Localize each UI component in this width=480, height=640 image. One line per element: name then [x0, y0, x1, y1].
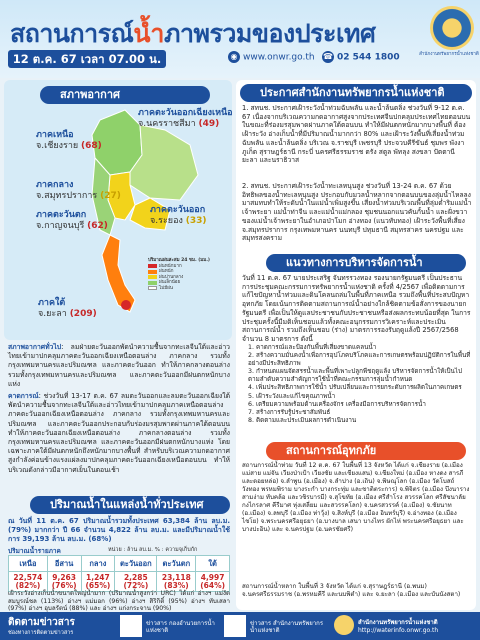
qr-code-1[interactable]: [120, 615, 142, 637]
cell-north: 22,574 (82%): [9, 572, 48, 592]
region-east: ภาคตะวันออก จ.ระยอง (33): [150, 205, 207, 226]
footer-logo: [334, 615, 354, 635]
rain-legend: [148, 258, 226, 291]
legend-item: ไม่มีฝน: [148, 286, 226, 292]
region-central: ภาคกลาง จ.สมุทรปราการ (27): [36, 180, 121, 201]
cell-east: 2,285 (72%): [115, 572, 157, 592]
table-unit: หน่วย : ล้าน ลบ.ม. % : ความจุเก็บกัก: [108, 547, 198, 553]
map-south: [102, 235, 135, 312]
list-item: 2. สร้างความมั่นคงน้ำเพื่อการอุปโภคบริโภคและการเกษตรพร้อมปฏิบัติการในพื้นที่อย่างมีประสิทธิภาพ: [248, 352, 471, 368]
col-south: ใต้: [196, 556, 230, 572]
col-north: เหนือ: [9, 556, 48, 572]
qr-code-2[interactable]: [224, 615, 246, 637]
col-west: ตะวันตก: [157, 556, 196, 572]
website-link[interactable]: ◉ www.onwr.go.th: [228, 51, 315, 63]
regional-water-table: [8, 555, 230, 592]
legend-item: ฝนหนักมาก: [148, 264, 226, 270]
phone-number[interactable]: ☎ 02 544 1800: [323, 52, 400, 63]
legend-title: ปริมาณฝนสะสม 24 ชม. (มม.): [148, 258, 210, 263]
flood-section-title: สถานการณ์อุทกภัย: [266, 442, 466, 460]
management-text: วันที่ 11 ต.ค. 67 นายประเสริฐ จันทรรวงทอง รองนายกรัฐมนตรี เป็นประธานการประชุมคณะกรรมการทรัพยากรน้ำแห่งชาติ ครั้งที่ 4/2567 เพื่อติดตามการแก้ไขปัญหาน้ำท่วมและดินโคลนถล่มในพื้นที่ภาคเหนือ รวมถึงพื้นที่ประสบปัญหาอุทกภัย โดยเน้นการติดตามสถานการณ์น้ำอย่างใกล้ชิดตามข้อสั่งการของนายกรัฐมนตรี เพื่อเป็นให้ดูแลประชาชนกับประชาชนหรือส่งผลกระทบน้อยที่สุด ในการประชุมครั้งนี้มีมติเห็นชอบแล้วทั้งคณะอนุกรรมการวิเคราะห์และประเมินสถานการณ์น้ำ รวมถึงเห็นชอบ (ร่าง) มาตรการรองรับฤดูแล้งปี 2567/2568 จำนวน 8 มาตรการ ดังนี้: [242, 274, 471, 343]
globe-icon: ◉: [228, 51, 240, 63]
cell-central: 1,247 (65%): [81, 572, 115, 592]
list-item: 7. สร้างการรับรู้ประชาสัมพันธ์: [248, 408, 331, 416]
list-item: 5. เฝ้าระวังและแก้ไขคุณภาพน้ำ: [248, 392, 336, 400]
reservoir-watch-note: เฝ้าระวังอ่างเก็บน้ำขนาดใหญ่น้ำมาก (ปริมาณน้ำสูงกว่า URC) ได้แก่ อ่างฯ แม่งัดสมบูรณ์ชล (113%) อ่างฯ แม่มอก (96%) อ่างฯ สิริกิติ์ (95%) อ่างฯ ทับเสลา (97%) อ่างฯ อุบลรัตน์ (88%) และ อ่างฯ แก่งกระจาน (90%): [8, 590, 230, 613]
weather-forecast-text: คาดการณ์: ช่วงวันที่ 13-17 ต.ค. 67 ลมตะวันออกและลมตะวันออกเฉียงใต้พัดนำความชื้นจากทะเลจีนใต้และอ่าวไทยเข้ามาปกคลุมภาคเหนือตอนล่าง ภาคตะวันออกเฉียงเหนือตอนล่าง ภาคกลาง รวมทั้งกรุงเทพมหานครและปริมณฑล และภาคตะวันออกประกอบกับร่องมรสุมพาดผ่านภาคใต้ตอนบน ทำให้ภาคตะวันออกเฉียงเหนือตอนล่าง ภาคกลางตอนล่าง รวมทั้งกรุงเทพมหานครและปริมณฑล และภาคตะวันออกมีฝนตกหนักบางแห่ง โดยเฉพาะภาคใต้มีฝนตกหนักถึงหนักมากบางพื้นที่ สำหรับบริเวณความกดอากาศสูงกำลังค่อนข้างแรงแผ่ลงมาปกคลุมภาคตะวันออกเฉียงเหนือตอนบน ทำให้บริเวณดังกล่าวมีอากาศเย็นในตอนเช้า: [8, 392, 230, 474]
list-item: 8. ติดตามและประเมินผลการดำเนินงาน: [248, 416, 357, 424]
col-central: กลาง: [81, 556, 115, 572]
footer-contact-title: ติดตามข่าวสาร: [8, 617, 75, 628]
onwr-logo: [430, 6, 474, 50]
col-northeast: อีสาน: [47, 556, 81, 572]
report-date: 12 ต.ค. 67 เวลา 07.00 น.: [8, 50, 166, 68]
footer-url[interactable]: http://waterinfo.onwr.go.th: [358, 627, 439, 634]
region-north: ภาคเหนือ จ.เชียงราย (68): [36, 130, 102, 151]
list-item: 3. กำหนดแผนจัดสรรน้ำและพื้นที่เพาะปลูกพืชฤดูแล้ง บริหารจัดการน้ำให้เป็นไปตามลำดับความสำคัญการใช้น้ำที่คณะกรรมการลุ่มน้ำกำหนด: [248, 368, 462, 384]
flash-flood-text: สถานการณ์น้ำหลาก ในพื้นที่ 3 จังหวัด ได้แก่ จ.สุราษฎร์ธานี (อ.พนม) จ.นครศรีธรรมราช (อ.พรหมคีรี และนบพิตำ) และ จ.ยะลา (อ.เมือง และบันนังสตา): [242, 583, 461, 598]
announcement-2: 2. สทนช. ประกาศเฝ้าระวังน้ำทะเลหนุนสูง ช่วงวันที่ 13-24 ต.ค. 67 ด้วยอิทธิพลของน้ำทะเลหนุนสูง ประกอบกับมวลน้ำหลากจากตอนบนของลุ่มน้ำไหลลงมาสมทบทำให้ระดับน้ำในแม่น้ำเพิ่มสูงขึ้น เสี่ยงน้ำท่วมบริเวณพื้นที่ลุ่มต่ำริมแม่น้ำเจ้าพระยา แม่น้ำท่าจีน และแม่น้ำแม่กลอง ชุมชนนอกแนวคันกั้นน้ำ และฝั่งขวาของแม่น้ำเจ้าพระยาในอำเภอป่าโมก อ่างทอง (แนวทับทอง) เฝ้าระวังพื้นที่เสี่ยง จ.สมุทรปราการ กรุงเทพมหานคร นนทบุรี ปทุมธานี สมุทรสาคร นครปฐม และสมุทรสงคราม: [242, 182, 472, 243]
table-row: [9, 572, 230, 592]
cell-south: 4,997 (64%): [196, 572, 230, 592]
map-heavy-rain-spot: [121, 300, 131, 310]
water-section-title: ปริมาณน้ำในแหล่งน้ำทั่วประเทศ: [30, 496, 230, 514]
phone-icon: ☎: [323, 52, 333, 61]
flood-status-text: สถานการณ์น้ำท่วม วันที่ 12 ต.ค. 67 ในพื้นที่ 13 จังหวัด ได้แก่ จ.เชียงราย (อ.เมือง แม่สาย แม่จัน เวียงป่าเป้า เวียงชัย และเชียงแสน) จ.เชียงใหม่ (อ.เมือง หางดง สารภี และดอยหล่อ) จ.ลำพูน (อ.เมือง) จ.ลำปาง (อ.เถิน) จ.พิษณุโลก (อ.เมือง วัดโบสถ์ วังทอง พรหมพิราม บางระกำ บางกระทุ่ม และชาติตระการ) จ.พิจิตร (อ.เมือง บึงนาราง สามง่าม ทับคล้อ และวชิรบารมี) จ.สุโขทัย (อ.เมือง ศรีสำโรง สวรรคโลก ศรีสัชนาลัย กงไกรลาศ คีรีมาศ ทุ่งเสลี่ยม และสวรรคโลก) จ.นครสวรรค์ (อ.เมือง) จ.ชัยนาท (อ.เมือง) จ.ลพบุรี (อ.เมือง ท่าวุ้ง) จ.สิงห์บุรี (อ.เมือง อินทร์บุรี) จ.อ่างทอง (อ.เมือง ไชโย) จ.พระนครศรีอยุธยา (อ.บางบาล เสนา บางไทร ผักไห่ พระนครศรีอยุธยา และบางปะอิน) และ จ.นครปฐม (อ.นครชัยศรี): [242, 462, 470, 533]
water-summary: ณ วันที่ 11 ต.ค. 67 ปริมาณน้ำรวมทั้งประเทศ 63,384 ล้าน ลบ.ม. (79%) มากกว่า ปี 66 จำนวน 4,822 ล้าน ลบ.ม. และมีปริมาณน้ำใช้การ 39,193 ล้าน ลบ.ม. (68%): [8, 517, 230, 544]
weather-section-title: สภาพอากาศ: [40, 86, 210, 104]
legend-item: ฝนเล็กน้อย: [148, 280, 226, 286]
footer-label-1: ข่าวสาร กองอำนวยการน้ำแห่งชาติ: [146, 620, 215, 634]
measures-list: [248, 344, 472, 425]
list-item: 4. เพิ่มประสิทธิภาพการใช้น้ำ ปรับเปลี่ยนและการยกระดับการผลิตในภาคเกษตร: [248, 384, 462, 392]
list-item: 6. เตรียมความพร้อมด้านเครื่องจักร เครื่องมือการบริหารจัดการน้ำ: [248, 400, 426, 408]
announcement-section-title: ประกาศสำนักงานทรัพยากรน้ำแห่งชาติ: [240, 84, 472, 102]
announcement-1: 1. สทนช. ประกาศเฝ้าระวังน้ำท่วมฉับพลัน และน้ำล้นตลิ่ง ช่วงวันที่ 9-12 ต.ค. 67 เนื่องจากบริเวณความกดอากาศสูงจากประเทศจีนปกคลุมประเทศไทยตอนบน ในขณะที่ร่องมรสุมพาดผ่านภาคใต้ตอนบน ทำให้มีฝนตกหนักมากบางพื้นที่ ต้องเฝ้าระวัง อ่างเก็บน้ำที่มีปริมาณน้ำมากกว่า 80% และเฝ้าระวังพื้นที่เสี่ยงน้ำท่วมฉับพลัน และน้ำล้นตลิ่ง บริเวณ จ.ราชบุรี เพชรบุรี ประจวบคีรีขันธ์ ชุมพร พังงา ภูเก็ต สุราษฎร์ธานี กระบี่ นครศรีธรรมราช ตรัง สตูล พัทลุง สงขลา ปัตตานี ยะลา และนราธิวาส: [242, 104, 471, 165]
region-west: ภาคตะวันตก จ.กาญจนบุรี (62): [36, 210, 108, 231]
cell-northeast: 9,263 (76%): [47, 572, 81, 592]
footer-org: สำนักงานทรัพยากรน้ำแห่งชาติ: [358, 619, 438, 626]
weather-general-text: สภาพอากาศทั่วไป: ลมฝ่ายตะวันออกพัดนำความชื้นจากทะเลจีนใต้และอ่าวไทยเข้ามาปกคลุมภาคตะวันออกเฉียงเหนือตอนล่าง ภาคกลาง รวมทั้งกรุงเทพมหานครและปริมณฑล และภาคตะวันออก ทำให้ภาคกลางตอนล่าง รวมทั้งกรุงเทพมหานครและปริมณฑล และภาคตะวันออกมีฝนตกหนักบางแห่ง: [8, 343, 230, 388]
management-section-title: แนวทางการบริหารจัดการน้ำ: [266, 254, 466, 272]
table-caption: ปริมาณน้ำรายภาค: [8, 547, 61, 555]
legend-item: ฝนปานกลาง: [148, 275, 226, 281]
footer-label-2: ข่าวสาร สำนักงานทรัพยากรน้ำแห่งชาติ: [250, 620, 324, 634]
page-title: สถานการณ์น้ำภาพรวมของประเทศ: [10, 19, 376, 48]
cell-west: 23,118 (83%): [157, 572, 196, 592]
col-east: ตะวันออก: [115, 556, 157, 572]
region-northeast: ภาคตะวันออกเฉียงเหนือ จ.นครราชสีมา (49): [138, 108, 233, 129]
region-south: ภาคใต้ จ.ยะลา (209): [38, 298, 97, 319]
footer-contact-sub: ช่องทางการติดตามข่าวสาร: [8, 630, 74, 636]
logo-caption: สำนักงานทรัพยากรน้ำแห่งชาติ: [419, 52, 479, 57]
legend-item: ฝนหนัก: [148, 269, 226, 275]
list-item: 1. คาดการณ์และป้องกันพื้นที่เสี่ยงขาดแคลนน้ำ: [248, 344, 377, 351]
table-header-row: [9, 556, 230, 572]
